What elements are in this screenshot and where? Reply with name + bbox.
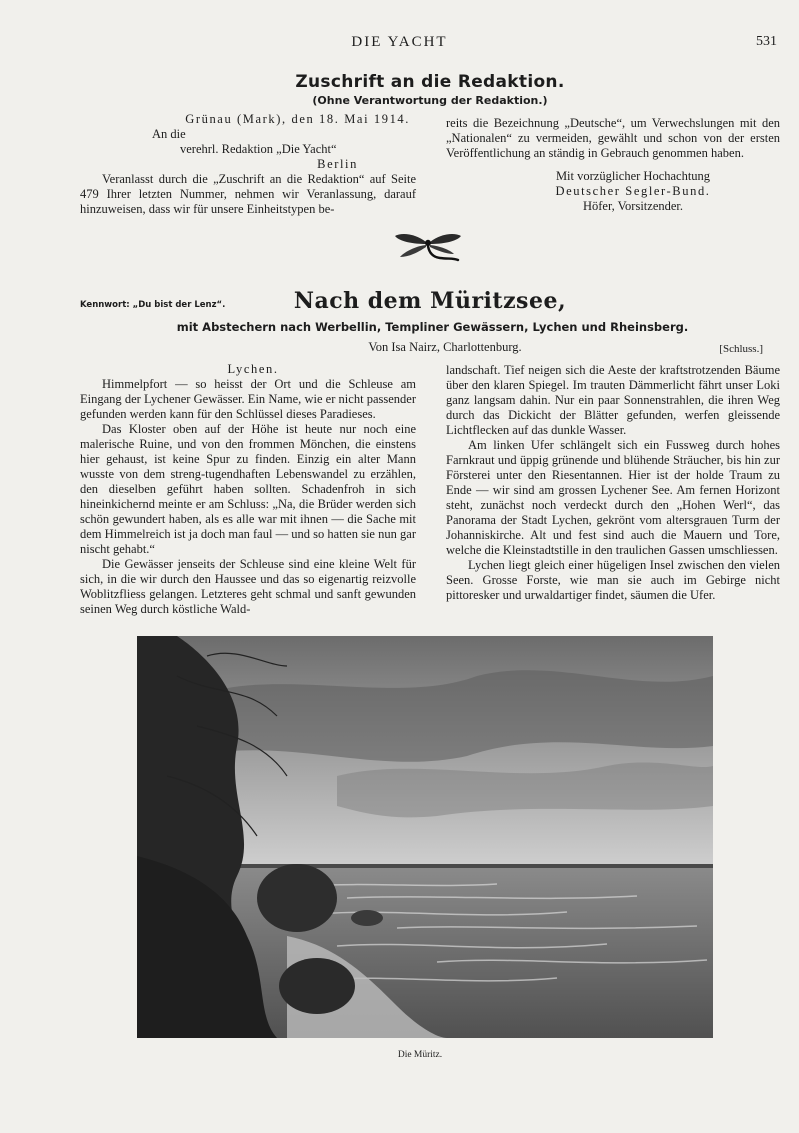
letter-body-left: Veranlasst durch die „Zuschrift an die Redaktion“ auf Seite 479 Ihrer letzten Nummer, nehmen wir Veranlassung, darauf hinzuweisen, dass wir für unsere Einheitstypen be- <box>80 172 416 216</box>
letter-recipient-line-1: An die <box>152 127 186 141</box>
letter-closing: Mit vorzüglicher Hochachtung <box>555 169 711 183</box>
article-subtitle: mit Abstechern nach Werbellin, Templiner Gewässern, Lychen und Rheinsberg. <box>176 320 689 334</box>
article-left-column <box>80 362 416 617</box>
lake-photo <box>137 636 713 1038</box>
article-right-column <box>446 363 780 603</box>
article-paragraph: Lychen liegt gleich einer hügeligen Insel zwischen den vielen Seen. Grosse Forste, wie man sie auch im Gebirge nicht pittoresker und urwaldartiger findet, säumen die Ufer. <box>446 558 780 602</box>
photo-caption: Die Müritz. <box>397 1050 443 1060</box>
article-paragraph: Das Kloster oben auf der Höhe ist heute nur noch eine malerische Ruine, und von den frommen Mönchen, die einstens hier gehaust, ist keine Spur zu finden. Einzig ein alter Mann wusste von dem streng-tugendhaften Lebenswandel zu erzählen, den dieselben geführt haben sollten. Schadenfroh in sich hineinkichernd meinte er am Schluss: „Na, die Brüder werden sich schön gewundert haben, als es alle war mit ihnen — die Sache mit dem Himmelreich ist ja doch man faul — und so hatten sie nun gar nischt gehabt.“ <box>80 422 416 556</box>
letter-recipient-line-2: verehrl. Redaktion „Die Yacht“ <box>180 142 337 156</box>
letter-subtitle: (Ohne Verantwortung der Redaktion.) <box>312 94 548 107</box>
lake-shore-image <box>137 636 713 1038</box>
running-title: DIE YACHT <box>351 34 448 50</box>
letter-organisation: Deutscher Segler-Bund. <box>555 184 711 198</box>
letter-right-column <box>446 116 780 214</box>
page-number: 531 <box>756 34 777 49</box>
letter-recipient-city: Berlin <box>317 157 358 171</box>
article-paragraph: Himmelpfort — so heisst der Ort und die Schleuse am Eingang der Lychener Gewässer. Ein Name, wie er nicht passender gefunden werden kann für den Schlüssel dieses Paradieses. <box>80 377 416 421</box>
letter-place-date: Grünau (Mark), den 18. Mai 1914. <box>185 112 410 126</box>
article-paragraph: Am linken Ufer schlängelt sich ein Fussweg durch hohes Farnkraut und üppig grünende und blühende Sträucher, bis hin zur Försterei unter den Riesentannen. Hier ist der holde Traum zu Ende — wir sind am grossen Lychener See. Am fernen Horizont steht, zunächst noch verdeckt durch den „Hohen Werl“, das Panorama der Stadt Lychen, gekrönt vom altersgrauen Turm der Johanniskirche. Alt und fest sind auch die Mauern und Tore, welche die Kleinstadtstille in den traulichen Gassen umschliessen. <box>446 438 780 557</box>
article-byline: Von Isa Nairz, Charlottenburg. <box>368 340 522 354</box>
section-heading: Lychen. <box>227 362 279 376</box>
dragonfly-icon <box>392 230 464 266</box>
article-title: Nach dem Müritzsee, <box>293 288 567 314</box>
letter-signature: Höfer, Vorsitzender. <box>582 199 684 213</box>
letter-body-right: reits die Bezeichnung „Deutsche“, um Verwechslungen mit den „Nationalen“ zu vermeiden, gewählt und schon von der ersten Veröffentlichung an ständig in Gebrauch genommen haben. <box>446 116 780 160</box>
article-paragraph: Die Gewässer jenseits der Schleuse sind eine kleine Welt für sich, in die wir durch den Haussee und das so eigenartig reizvolle Woblitzfliess gelangen. Letzteres geht schmal und sanft gewunden seinen Weg durch köstliche Wald- <box>80 557 416 616</box>
letter-left-column <box>80 112 416 217</box>
letter-title: Zuschrift an die Redaktion. <box>295 72 565 92</box>
article-paragraph: landschaft. Tief neigen sich die Aeste der kraftstrotzenden Bäume über den klaren Spiegel. Im trauten Dämmerlicht fährt unser Loki ganz langsam dahin. Nur ein paar Sonnenstrahlen, die ihren Weg durch das Dickicht der Blätter gefunden, werfen gleissende Lichtflecken auf das dunkle Wasser. <box>446 363 780 437</box>
article-keyword: Kennwort: „Du bist der Lenz“. <box>80 300 226 310</box>
article-continuation-note: [Schluss.] <box>719 343 763 355</box>
